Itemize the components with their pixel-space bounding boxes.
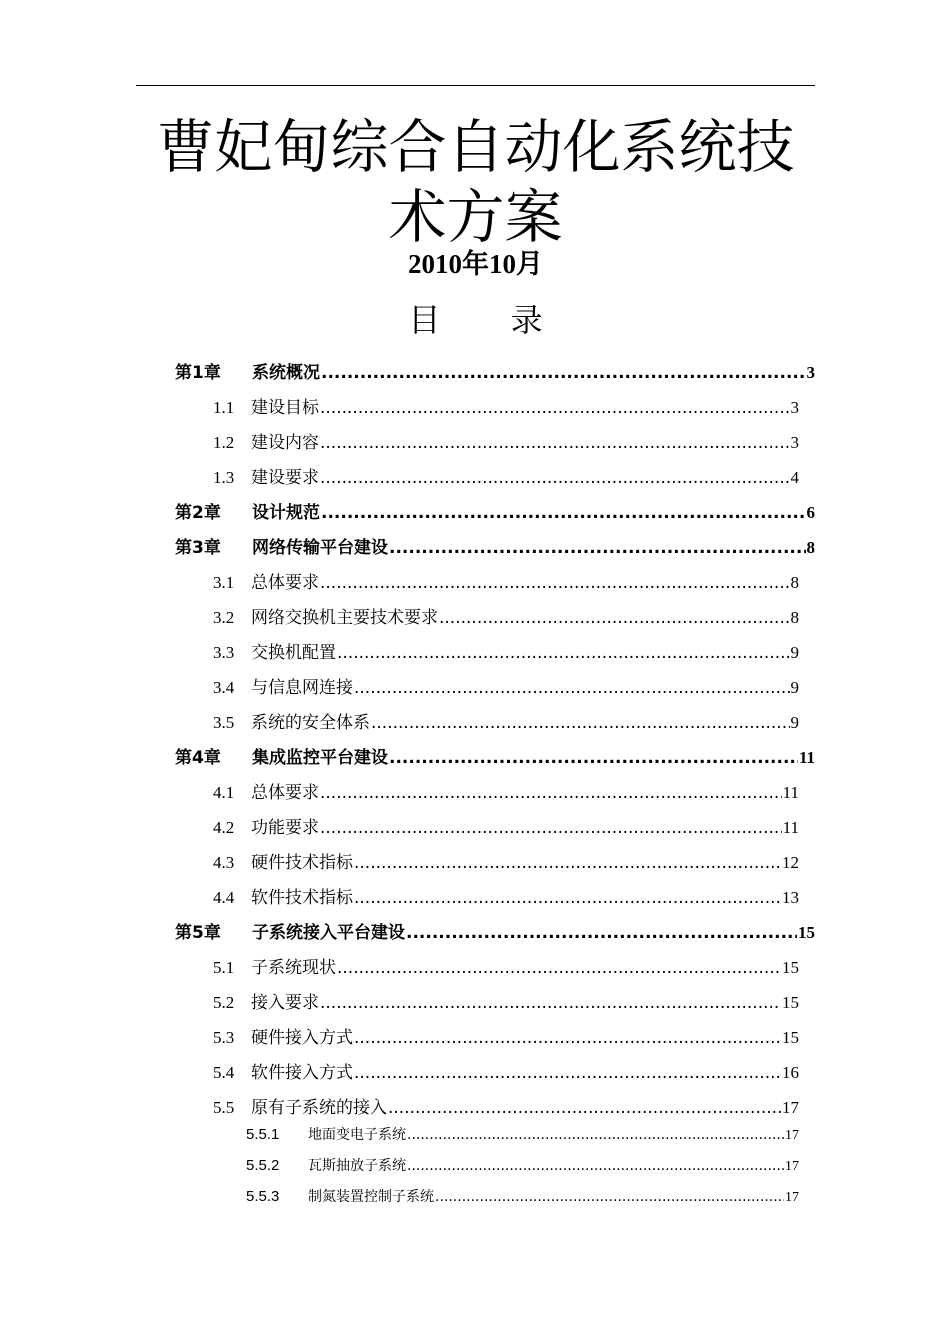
toc-dot-leader [321,503,806,523]
toc-entry-title: 设计规范 [252,503,320,523]
toc-dot-leader [406,923,797,943]
toc-entry[interactable] [213,883,799,908]
toc-entry[interactable] [246,1124,799,1144]
toc-entry-number: 3.3 [213,643,235,662]
toc-entry-number: 5.5.3 [246,1188,280,1205]
toc-entry-title: 总体要求 [251,783,319,803]
toc-dot-leader [320,398,790,418]
toc-entry[interactable] [175,533,815,558]
toc-entry-number: 3.2 [213,608,235,627]
toc-entry-page: 15 [782,993,799,1012]
toc-entry-page: 3 [806,363,815,382]
toc-dot-leader [389,538,806,558]
toc-dot-leader [320,433,790,453]
document-date: 2010年10月 [408,249,543,279]
toc-entry-title: 系统概况 [252,363,320,383]
toc-entry[interactable] [246,1155,799,1175]
toc-entry-number: 3.4 [213,678,235,697]
toc-entry[interactable] [213,813,799,838]
toc-entry[interactable] [175,358,815,383]
toc-dot-leader [435,1189,784,1205]
toc-entry-title: 制氮装置控制子系统 [308,1189,434,1205]
toc-entry[interactable] [213,1093,799,1118]
toc-entry-number: 4.2 [213,818,235,837]
toc-entry-number: 4.4 [213,888,235,907]
toc-entry-number: 5.4 [213,1063,235,1082]
toc-entry-number: 第4章 [175,748,221,768]
toc-entry-title: 集成监控平台建设 [252,748,388,768]
toc-entry-title: 交换机配置 [251,643,336,663]
toc-entry-page: 17 [785,1128,799,1143]
toc-entry-page: 9 [790,678,799,697]
toc-entry-title: 瓦斯抽放子系统 [308,1158,406,1174]
toc-dot-leader [320,468,790,488]
toc-entry-page: 15 [782,1028,799,1047]
toc-entry[interactable] [213,988,799,1013]
toc-entry-title: 硬件技术指标 [251,853,353,873]
toc-dot-leader [354,853,781,873]
toc-entry-title: 建设要求 [251,468,319,488]
toc-entry-number: 1.3 [213,468,235,487]
toc-entry-number: 5.5 [213,1098,235,1117]
toc-dot-leader [407,1127,784,1143]
header-rule [136,85,815,86]
toc-entry-page: 3 [790,398,799,417]
toc-entry-number: 3.5 [213,713,235,732]
toc-entry-number: 4.1 [213,783,235,802]
toc-entry-page: 15 [782,958,799,977]
toc-entry[interactable] [213,708,799,733]
toc-entry-page: 11 [798,748,815,767]
toc-entry[interactable] [213,463,799,488]
toc-entry[interactable] [246,1186,799,1206]
toc-entry[interactable] [213,848,799,873]
toc-entry-page: 16 [782,1063,799,1082]
toc-entry[interactable] [213,1023,799,1048]
toc-entry-title: 建设目标 [251,398,319,418]
toc-entry-page: 17 [782,1098,799,1117]
toc-entry-title: 网络交换机主要技术要求 [251,608,438,628]
document-title: 曹妃甸综合自动化系统技术方案 [156,113,795,251]
toc-entry-title: 建设内容 [251,433,319,453]
toc-dot-leader [389,748,798,768]
toc-entry-page: 3 [790,433,799,452]
toc-dot-leader [354,1028,781,1048]
toc-entry[interactable] [213,778,799,803]
toc-entry-number: 5.2 [213,993,235,1012]
toc-entry[interactable] [175,743,815,768]
toc-entry-page: 8 [790,573,799,592]
toc-entry-page: 8 [806,538,815,557]
toc-dot-leader [320,573,790,593]
toc-dot-leader [354,678,790,698]
toc-dot-leader [321,363,806,383]
toc-entry[interactable] [213,603,799,628]
toc-entry-page: 9 [790,713,799,732]
toc-entry[interactable] [213,953,799,978]
toc-entry[interactable] [175,918,815,943]
toc-dot-leader [320,993,781,1013]
toc-entry[interactable] [213,568,799,593]
toc-entry[interactable] [213,673,799,698]
toc-entry-number: 5.3 [213,1028,235,1047]
toc-entry-page: 6 [806,503,815,522]
toc-dot-leader [337,643,790,663]
toc-entry[interactable] [213,1058,799,1083]
toc-entry-number: 1.2 [213,433,235,452]
toc-entry-number: 3.1 [213,573,235,592]
toc-entry-title: 软件接入方式 [251,1063,353,1083]
toc-dot-leader [354,888,781,908]
toc-entry-page: 15 [798,923,815,942]
toc-entry-number: 第5章 [175,923,221,943]
toc-entry-title: 网络传输平台建设 [252,538,388,558]
toc-entry-number: 5.5.2 [246,1157,280,1174]
toc-entry[interactable] [213,393,799,418]
toc-entry-number: 4.3 [213,853,235,872]
toc-entry-title: 地面变电子系统 [308,1127,406,1143]
toc-entry-number: 第2章 [175,503,221,523]
toc-entry-title: 子系统接入平台建设 [252,923,405,943]
toc-dot-leader [337,958,781,978]
toc-entry-title: 功能要求 [251,818,319,838]
toc-entry-page: 12 [782,853,799,872]
toc-dot-leader [407,1158,784,1174]
toc-entry-title: 总体要求 [251,573,319,593]
toc-entry-title: 原有子系统的接入 [251,1098,387,1118]
toc-dot-leader [439,608,790,628]
toc-entry-number: 5.1 [213,958,235,977]
toc-entry-page: 11 [782,818,799,837]
toc-entry-title: 软件技术指标 [251,888,353,908]
toc-entry[interactable] [213,638,799,663]
toc-entry-title: 子系统现状 [251,958,336,978]
toc-entry-page: 17 [785,1159,799,1174]
toc-entry-number: 第1章 [175,363,221,383]
toc-entry-title: 与信息网连接 [251,678,353,698]
toc-entry-title: 接入要求 [251,993,319,1013]
toc-dot-leader [388,1098,781,1118]
toc-entry[interactable] [175,498,815,523]
toc-dot-leader [354,1063,781,1083]
toc-dot-leader [320,783,782,803]
toc-entry[interactable] [213,428,799,453]
toc-entry-number: 1.1 [213,398,235,417]
toc-dot-leader [320,818,782,838]
toc-entry-page: 17 [785,1190,799,1205]
toc-dot-leader [371,713,790,733]
toc-entry-page: 4 [790,468,799,487]
toc-entry-page: 13 [782,888,799,907]
toc-entry-number: 5.5.1 [246,1126,280,1143]
toc-entry-page: 11 [782,783,799,802]
toc-entry-number: 第3章 [175,538,221,558]
toc-entry-page: 9 [790,643,799,662]
toc-entry-title: 系统的安全体系 [251,713,370,733]
toc-entry-page: 8 [790,608,799,627]
toc-entry-title: 硬件接入方式 [251,1028,353,1048]
toc-heading: 目 录 [408,301,573,339]
